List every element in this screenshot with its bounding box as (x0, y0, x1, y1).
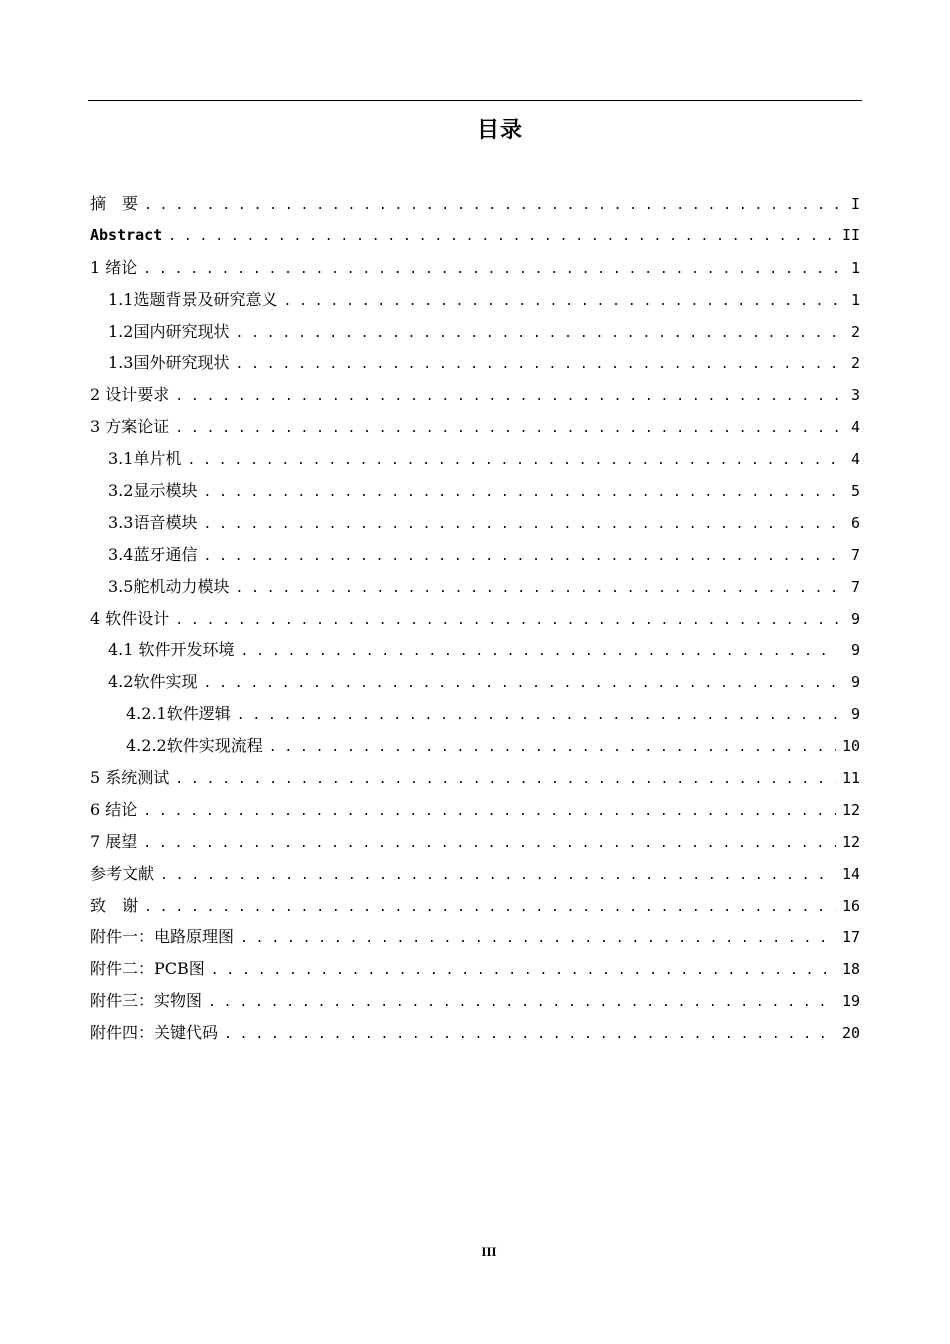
toc-dot-leader (175, 381, 838, 413)
toc-entry-page-number[interactable]: 18 (841, 960, 860, 979)
toc-entry-page-number[interactable]: 2 (850, 354, 860, 373)
toc-entry-label[interactable]: 4.2.1软件逻辑 (126, 704, 231, 724)
toc-entry[interactable] (90, 921, 860, 953)
toc-dot-leader (235, 318, 838, 350)
toc-entry-label[interactable]: 5 系统测试 (90, 768, 170, 788)
toc-entry-label[interactable]: 参考文献 (90, 863, 155, 883)
toc-entry-page-number[interactable]: II (841, 225, 860, 244)
toc-entry-page-number[interactable]: 9 (850, 609, 860, 628)
toc-entry-page-number[interactable]: 10 (841, 737, 860, 756)
table-of-contents (90, 188, 860, 1049)
toc-entry-page-number[interactable]: 1 (850, 258, 860, 277)
toc-dot-leader (211, 955, 836, 987)
toc-dot-leader (144, 892, 836, 924)
toc-entry[interactable] (90, 411, 860, 443)
toc-entry-label[interactable]: 附件二：PCB图 (90, 959, 205, 979)
toc-entry-label[interactable]: 附件一：电路原理图 (90, 927, 235, 947)
toc-entry-page-number[interactable]: 9 (850, 705, 860, 724)
toc-entry-page-number[interactable]: 12 (841, 800, 860, 819)
toc-dot-leader (143, 828, 836, 860)
toc-title: 目录 (476, 118, 523, 143)
toc-entry[interactable] (90, 347, 860, 379)
toc-entry-label[interactable]: 7 展望 (90, 831, 138, 851)
toc-entry[interactable] (90, 762, 860, 794)
toc-entry[interactable] (90, 603, 860, 635)
toc-dot-leader (203, 509, 838, 541)
toc-entry-page-number[interactable]: 7 (850, 545, 860, 564)
toc-dot-leader (160, 860, 836, 892)
toc-entry-label[interactable]: 3.3语音模块 (108, 512, 198, 532)
toc-entry[interactable] (90, 666, 860, 698)
toc-dot-leader (187, 445, 838, 477)
toc-entry[interactable] (90, 858, 860, 890)
toc-dot-leader (143, 796, 836, 828)
toc-entry-page-number[interactable]: 3 (850, 386, 860, 405)
toc-entry[interactable] (90, 698, 860, 730)
toc-dot-leader (237, 700, 838, 732)
toc-entry-page-number[interactable]: 14 (841, 864, 860, 883)
toc-entry-label[interactable]: 致 谢 (90, 895, 139, 915)
toc-entry[interactable] (90, 284, 860, 316)
toc-entry[interactable] (90, 188, 860, 220)
toc-entry-page-number[interactable]: 4 (850, 450, 860, 469)
toc-dot-leader (283, 286, 838, 318)
toc-entry-label[interactable]: 3.4蓝牙通信 (108, 544, 198, 564)
toc-dot-leader (235, 573, 838, 605)
toc-entry-label[interactable]: Abstract (90, 225, 163, 244)
toc-dot-leader (241, 636, 838, 668)
toc-dot-leader (175, 764, 836, 796)
toc-entry-label[interactable]: 3.1单片机 (108, 449, 182, 469)
toc-dot-leader (224, 1019, 836, 1051)
toc-entry-label[interactable]: 6 结论 (90, 799, 138, 819)
toc-entry-label[interactable]: 附件三：实物图 (90, 991, 203, 1011)
toc-entry-page-number[interactable]: 17 (841, 928, 860, 947)
toc-entry-page-number[interactable]: 9 (850, 641, 860, 660)
toc-entry[interactable] (90, 634, 860, 666)
toc-entry-page-number[interactable]: 7 (850, 577, 860, 596)
toc-entry-page-number[interactable]: 12 (841, 832, 860, 851)
toc-entry[interactable] (90, 571, 860, 603)
toc-entry[interactable] (90, 985, 860, 1017)
toc-entry[interactable] (90, 507, 860, 539)
toc-entry[interactable] (90, 443, 860, 475)
toc-entry-page-number[interactable]: 20 (841, 1024, 860, 1043)
toc-dot-leader (203, 668, 838, 700)
toc-entry-label[interactable]: 1.1选题背景及研究意义 (108, 289, 278, 309)
toc-entry[interactable] (90, 826, 860, 858)
toc-entry-page-number[interactable]: 9 (850, 673, 860, 692)
toc-entry-page-number[interactable]: 4 (850, 418, 860, 437)
toc-entry[interactable] (90, 379, 860, 411)
toc-dot-leader (208, 987, 836, 1019)
toc-dot-leader (143, 254, 838, 286)
toc-entry-label[interactable]: 4.2软件实现 (108, 672, 198, 692)
toc-dot-leader (144, 190, 838, 222)
toc-entry-page-number[interactable]: 16 (841, 896, 860, 915)
toc-entry-label[interactable]: 2 设计要求 (90, 385, 170, 405)
toc-dot-leader (240, 923, 836, 955)
toc-dot-leader (203, 541, 838, 573)
toc-entry[interactable] (90, 475, 860, 507)
toc-entry-page-number[interactable]: 2 (850, 322, 860, 341)
toc-entry-page-number[interactable]: 5 (850, 482, 860, 501)
toc-dot-leader (175, 605, 838, 637)
toc-entry[interactable] (90, 316, 860, 348)
toc-entry-page-number[interactable]: 1 (850, 290, 860, 309)
toc-entry[interactable] (90, 539, 860, 571)
toc-entry-label[interactable]: 3 方案论证 (90, 417, 170, 437)
toc-dot-leader (168, 221, 836, 253)
toc-entry-page-number[interactable]: 11 (841, 769, 860, 788)
page-number: III (481, 1244, 497, 1259)
toc-entry-label[interactable]: 1 绪论 (90, 257, 138, 277)
toc-entry-label[interactable]: 4.1 软件开发环境 (108, 640, 235, 660)
toc-entry-label[interactable]: 摘 要 (90, 194, 139, 213)
toc-dot-leader (175, 413, 838, 445)
toc-dot-leader (269, 732, 836, 764)
toc-entry[interactable] (90, 953, 860, 985)
toc-entry-label[interactable]: 4.2.2软件实现流程 (126, 736, 263, 756)
toc-entry-label[interactable]: 4 软件设计 (90, 608, 170, 628)
toc-entry-label[interactable]: 附件四：关键代码 (90, 1023, 219, 1043)
toc-entry[interactable] (90, 220, 860, 252)
toc-entry-label[interactable]: 3.5舵机动力模块 (108, 576, 230, 596)
toc-dot-leader (203, 477, 838, 509)
toc-entry[interactable] (90, 794, 860, 826)
toc-entry-page-number[interactable]: 19 (841, 992, 860, 1011)
header-rule (88, 100, 862, 101)
toc-entry-page-number[interactable]: 6 (850, 513, 860, 532)
toc-entry-page-number[interactable]: I (850, 195, 860, 213)
toc-entry[interactable] (90, 252, 860, 284)
toc-entry[interactable] (90, 730, 860, 762)
toc-entry-label[interactable]: 3.2显示模块 (108, 481, 198, 501)
toc-entry-label[interactable]: 1.2国内研究现状 (108, 321, 230, 341)
toc-entry[interactable] (90, 890, 860, 922)
toc-dot-leader (235, 349, 838, 381)
toc-entry-label[interactable]: 1.3国外研究现状 (108, 353, 230, 373)
toc-entry[interactable] (90, 1017, 860, 1049)
